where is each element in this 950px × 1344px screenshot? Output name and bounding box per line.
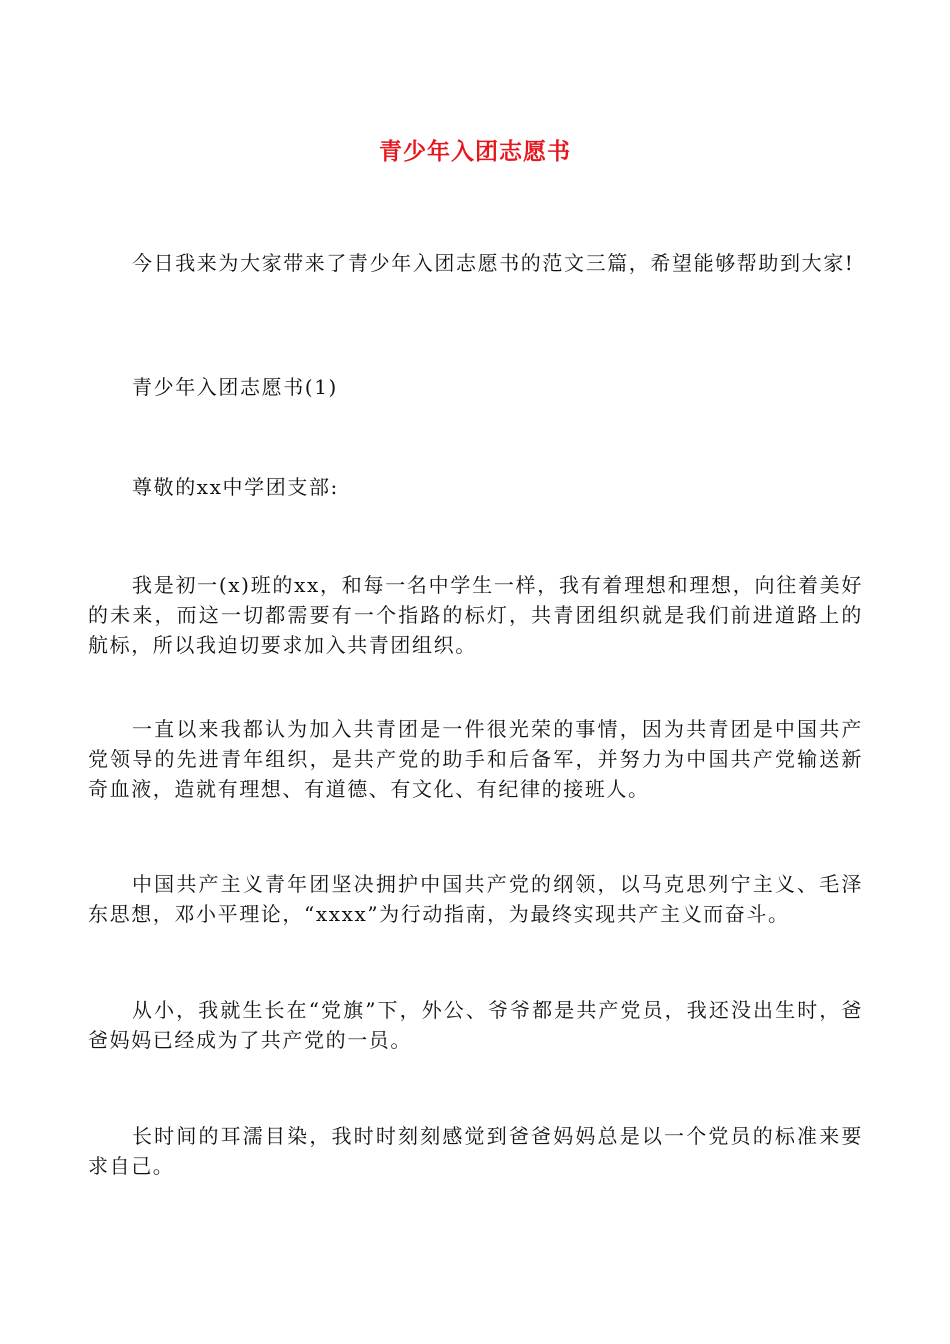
document-title: 青少年入团志愿书 xyxy=(379,139,571,165)
section-subtitle: 青少年入团志愿书(1) xyxy=(132,375,338,399)
body-paragraph-5: 长时间的耳濡目染，我时时刻刻感觉到爸爸妈妈总是以一个党员的标准来要求自己。 xyxy=(88,1124,863,1178)
body-paragraph-4: 从小，我就生长在“党旗”下，外公、爷爷都是共产党员，我还没出生时，爸爸妈妈已经成为了共产党的一员。 xyxy=(88,998,863,1052)
body-paragraph-3: 中国共产主义青年团坚决拥护中国共产党的纲领，以马克思列宁主义、毛泽东思想，邓小平理论，“xxxx”为行动指南，为最终实现共产主义而奋斗。 xyxy=(88,872,863,926)
intro-paragraph: 今日我来为大家带来了青少年入团志愿书的范文三篇，希望能够帮助到大家! xyxy=(132,251,855,275)
body-paragraph-2: 一直以来我都认为加入共青团是一件很光荣的事情，因为共青团是中国共产党领导的先进青年组织，是共产党的助手和后备军，并努力为中国共产党输送新奇血液，造就有理想、有道德、有文化、有纪律的接班人。 xyxy=(88,717,863,801)
greeting-line: 尊敬的xx中学团支部: xyxy=(132,475,339,499)
body-paragraph-1: 我是初一(x)班的xx，和每一名中学生一样，我有着理想和理想，向往着美好的未来，而这一切都需要有一个指路的标灯，共青团组织就是我们前进道路上的航标，所以我迫切要求加入共青团组织。 xyxy=(88,573,863,657)
